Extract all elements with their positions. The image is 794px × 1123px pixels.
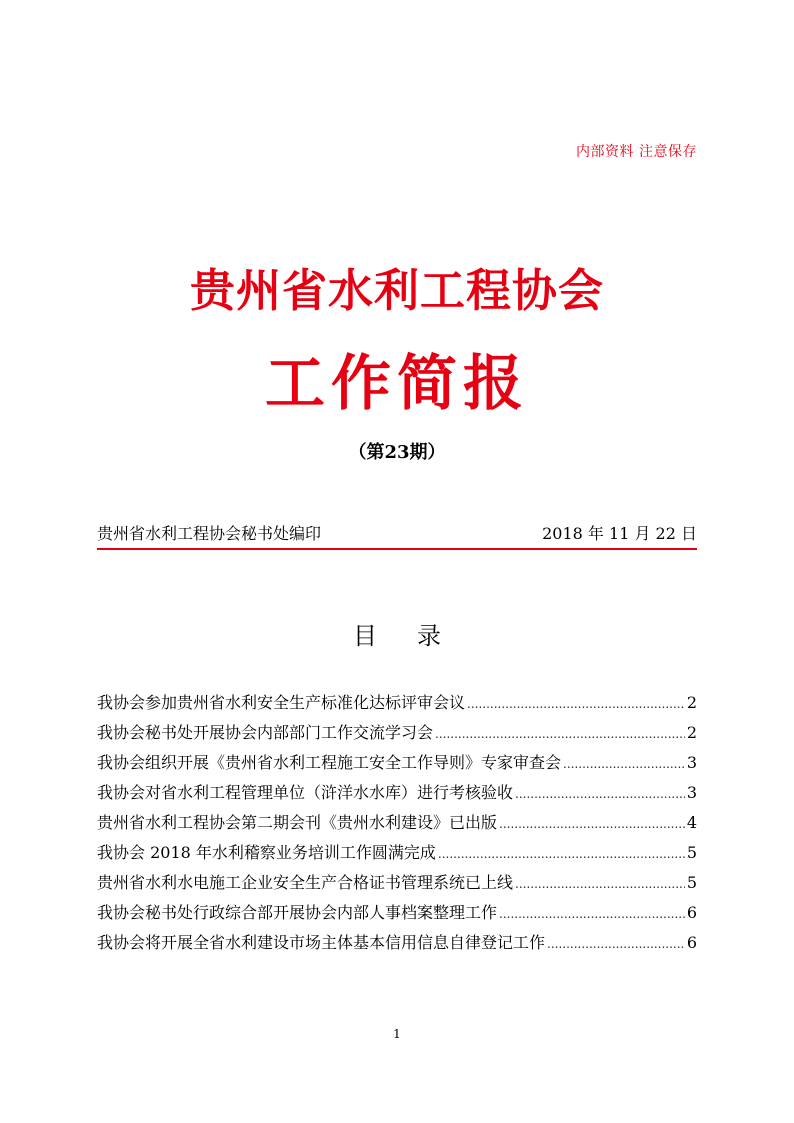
table-of-contents [97,692,697,962]
toc-leader-dots [563,753,685,775]
toc-item-title: 我协会组织开展《贵州省水利工程施工安全工作导则》专家审查会 [97,753,562,772]
toc-item-page: 4 [686,813,697,832]
toc-item-title: 我协会对省水利工程管理单位（浒洋水水库）进行考核验收 [97,783,514,802]
organization-title: 贵州省水利工程协会 [189,264,604,317]
toc-item-page: 3 [686,753,697,772]
toc-item-page: 5 [686,843,697,862]
toc-item-title: 我协会秘书处开展协会内部部门工作交流学习会 [97,723,434,742]
confidential-notice: 内部资料 注意保存 [576,144,697,160]
toc-item-page: 6 [686,933,697,952]
red-divider [97,548,697,550]
toc-leader-dots [467,693,685,715]
toc-title: 目录 [353,622,481,650]
toc-item-title: 我协会将开展全省水利建设市场主体基本信用信息自律登记工作 [97,933,546,952]
toc-item-page: 6 [686,903,697,922]
toc-leader-dots [499,903,685,925]
toc-leader-dots [438,843,685,865]
toc-item[interactable] [97,692,697,722]
toc-item[interactable] [97,782,697,812]
toc-item[interactable] [97,812,697,842]
publish-date: 2018 年 11 月 22 日 [542,524,697,543]
report-title: 工作简报 [265,349,529,419]
toc-item-title: 我协会 2018 年水利稽察业务培训工作圆满完成 [97,843,436,862]
toc-item-page: 2 [686,723,697,742]
toc-item[interactable] [97,722,697,752]
issue-number: （第23期） [348,442,446,463]
toc-item-page: 2 [686,693,697,712]
page-number: 1 [393,1027,401,1041]
toc-leader-dots [499,813,685,835]
masthead [97,524,697,544]
toc-item-title: 贵州省水利工程协会第二期会刊《贵州水利建设》已出版 [97,813,498,832]
toc-item[interactable] [97,752,697,782]
toc-item-title: 我协会参加贵州省水利安全生产标准化达标评审会议 [97,693,466,712]
toc-leader-dots [515,873,685,895]
toc-item[interactable] [97,872,697,902]
toc-leader-dots [515,783,685,805]
toc-item[interactable] [97,932,697,962]
toc-item[interactable] [97,902,697,932]
toc-leader-dots [547,933,685,955]
editor-line: 贵州省水利工程协会秘书处编印 [97,524,322,543]
toc-item[interactable] [97,842,697,872]
toc-leader-dots [435,723,685,745]
toc-item-page: 3 [686,783,697,802]
toc-item-title: 贵州省水利水电施工企业安全生产合格证书管理系统已上线 [97,873,514,892]
toc-item-page: 5 [686,873,697,892]
toc-item-title: 我协会秘书处行政综合部开展协会内部人事档案整理工作 [97,903,498,922]
